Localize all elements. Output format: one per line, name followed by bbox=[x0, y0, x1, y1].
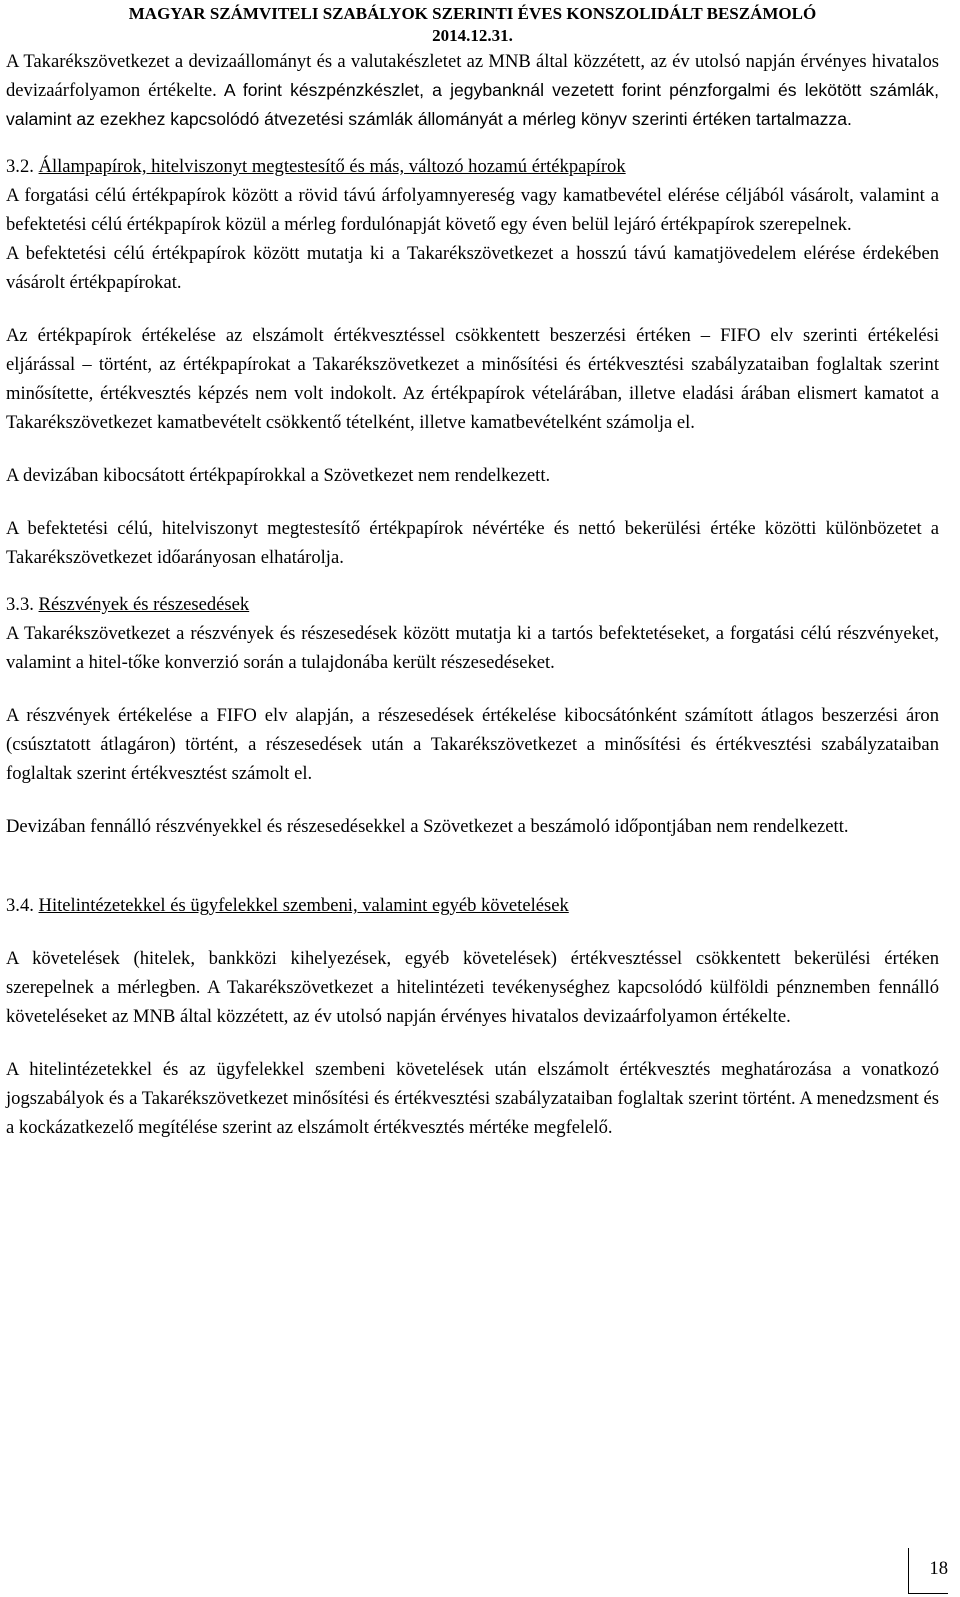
paragraph: A forgatási célú értékpapírok között a rövid távú árfolyamnyereség vagy kamatbevétel elérése céljából vásárolt, valamint a befektetési célú értékpapírok közül a mérleg fordulónapját követő egy éven belül lejáró értékpapírok szerepelnek. bbox=[6, 185, 939, 235]
intro-text-sans: A forint készpénzkészlet, a jegybanknál vezetett forint pénzforgalmi és lekötött számlák, valamint az ezekhez kapcsolódó átvezetési számlák állományát a mérleg könyv szerinti értéken tartalmazza. bbox=[6, 80, 939, 129]
document-page bbox=[6, 0, 939, 1142]
paragraph: Devizában fennálló részvényekkel és részesedésekkel a Szövetkezet a beszámoló időpontjában nem rendelkezett. bbox=[6, 816, 849, 837]
paragraph: A devizában kibocsátott értékpapírokkal a Szövetkezet nem rendelkezett. bbox=[6, 465, 551, 486]
section-title: Állampapírok, hitelviszonyt megtestesítő és más, változó hozamú értékpapírok bbox=[38, 156, 626, 177]
section-title: Hitelintézetekkel és ügyfelekkel szembeni, valamint egyéb követelések bbox=[38, 895, 569, 916]
header-date: 2014.12.31. bbox=[432, 26, 513, 45]
paragraph: A Takarékszövetkezet a részvények és részesedések között mutatja ki a tartós befektetéseket, a forgatási célú részvényeket, valamint a hitel-tőke konverzió során a tulajdonába került részesedéseket. bbox=[6, 623, 939, 673]
section-3-4-heading bbox=[6, 891, 939, 920]
page-number: 18 bbox=[908, 1548, 948, 1594]
paragraph: A követelések (hitelek, bankközi kihelyezések, egyéb követelések) értékvesztéssel csökkentett bekerülési értéken szerepelnek a mérlegben. A Takarékszövetkezet a hitelintézeti tevékenységhez kapcsolódó külföldi pénznemben fennálló követeléseket az MNB által közzétett, az év utolsó napján érvényes hivatalos devizaárfolyamon értékelte. bbox=[6, 948, 939, 1027]
section-3-2-heading bbox=[6, 152, 939, 181]
paragraph: A hitelintézetekkel és az ügyfelekkel szembeni követelések után elszámolt értékvesztés meghatározása a vonatkozó jogszabályok és a Takarékszövetkezet minősítési és értékvesztési szabályzataiban foglaltak szerint történt. A menedzsment és a kockázatkezelő megítélése szerint az elszámolt értékvesztés mértéke megfelelő. bbox=[6, 1059, 939, 1138]
section-3-3-heading bbox=[6, 590, 939, 619]
section-number: 3.4. bbox=[6, 895, 34, 916]
section-title: Részvények és részesedések bbox=[38, 594, 250, 615]
paragraph: Az értékpapírok értékelése az elszámolt értékvesztéssel csökkentett beszerzési értéken – FIFO elv szerinti értékelési eljárással – történt, az értékpapírokat a Takarékszövetkezet a minősítési és értékvesztési szabályzataiban foglaltak szerint minősítette, értékvesztés képzés nem volt indokolt. Az értékpapírok vételárában, illetve eladási árában elismert kamatot a Takarékszövetkezet kamatbevételt csökkentő tételként, illetve kamatbevételként számolja el. bbox=[6, 325, 939, 433]
paragraph: A befektetési célú, hitelviszonyt megtestesítő értékpapírok névértéke és nettó bekerülési értéke közötti különbözetet a Takarékszövetkezet időarányosan elhatárolja. bbox=[6, 518, 939, 568]
section-number: 3.2. bbox=[6, 156, 34, 177]
paragraph: A részvények értékelése a FIFO elv alapján, a részesedések értékelése kibocsátónként számított átlagos beszerzési áron (csúsztatott átlagáron) történt, a részesedések után a Takarékszövetkezet a minősítési és értékvesztési szabályzataiban foglaltak szerint értékvesztést számolt el. bbox=[6, 705, 939, 784]
paragraph: A befektetési célú értékpapírok között mutatja ki a Takarékszövetkezet a hosszú távú kamatjövedelem elérése érdekében vásárolt értékpapírokat. bbox=[6, 243, 939, 293]
section-number: 3.3. bbox=[6, 594, 34, 615]
intro-text-serif: A Takarékszövetkezet a devizaállományt és a valutakészletet az MNB által közzétett, az év utolsó napján érvényes hivatalos devizaárfolyamon értékelte. bbox=[6, 51, 939, 101]
intro-paragraph bbox=[6, 47, 939, 134]
header-title: MAGYAR SZÁMVITELI SZABÁLYOK SZERINTI ÉVES KONSZOLIDÁLT BESZÁMOLÓ bbox=[128, 4, 817, 23]
document-header bbox=[6, 0, 939, 47]
